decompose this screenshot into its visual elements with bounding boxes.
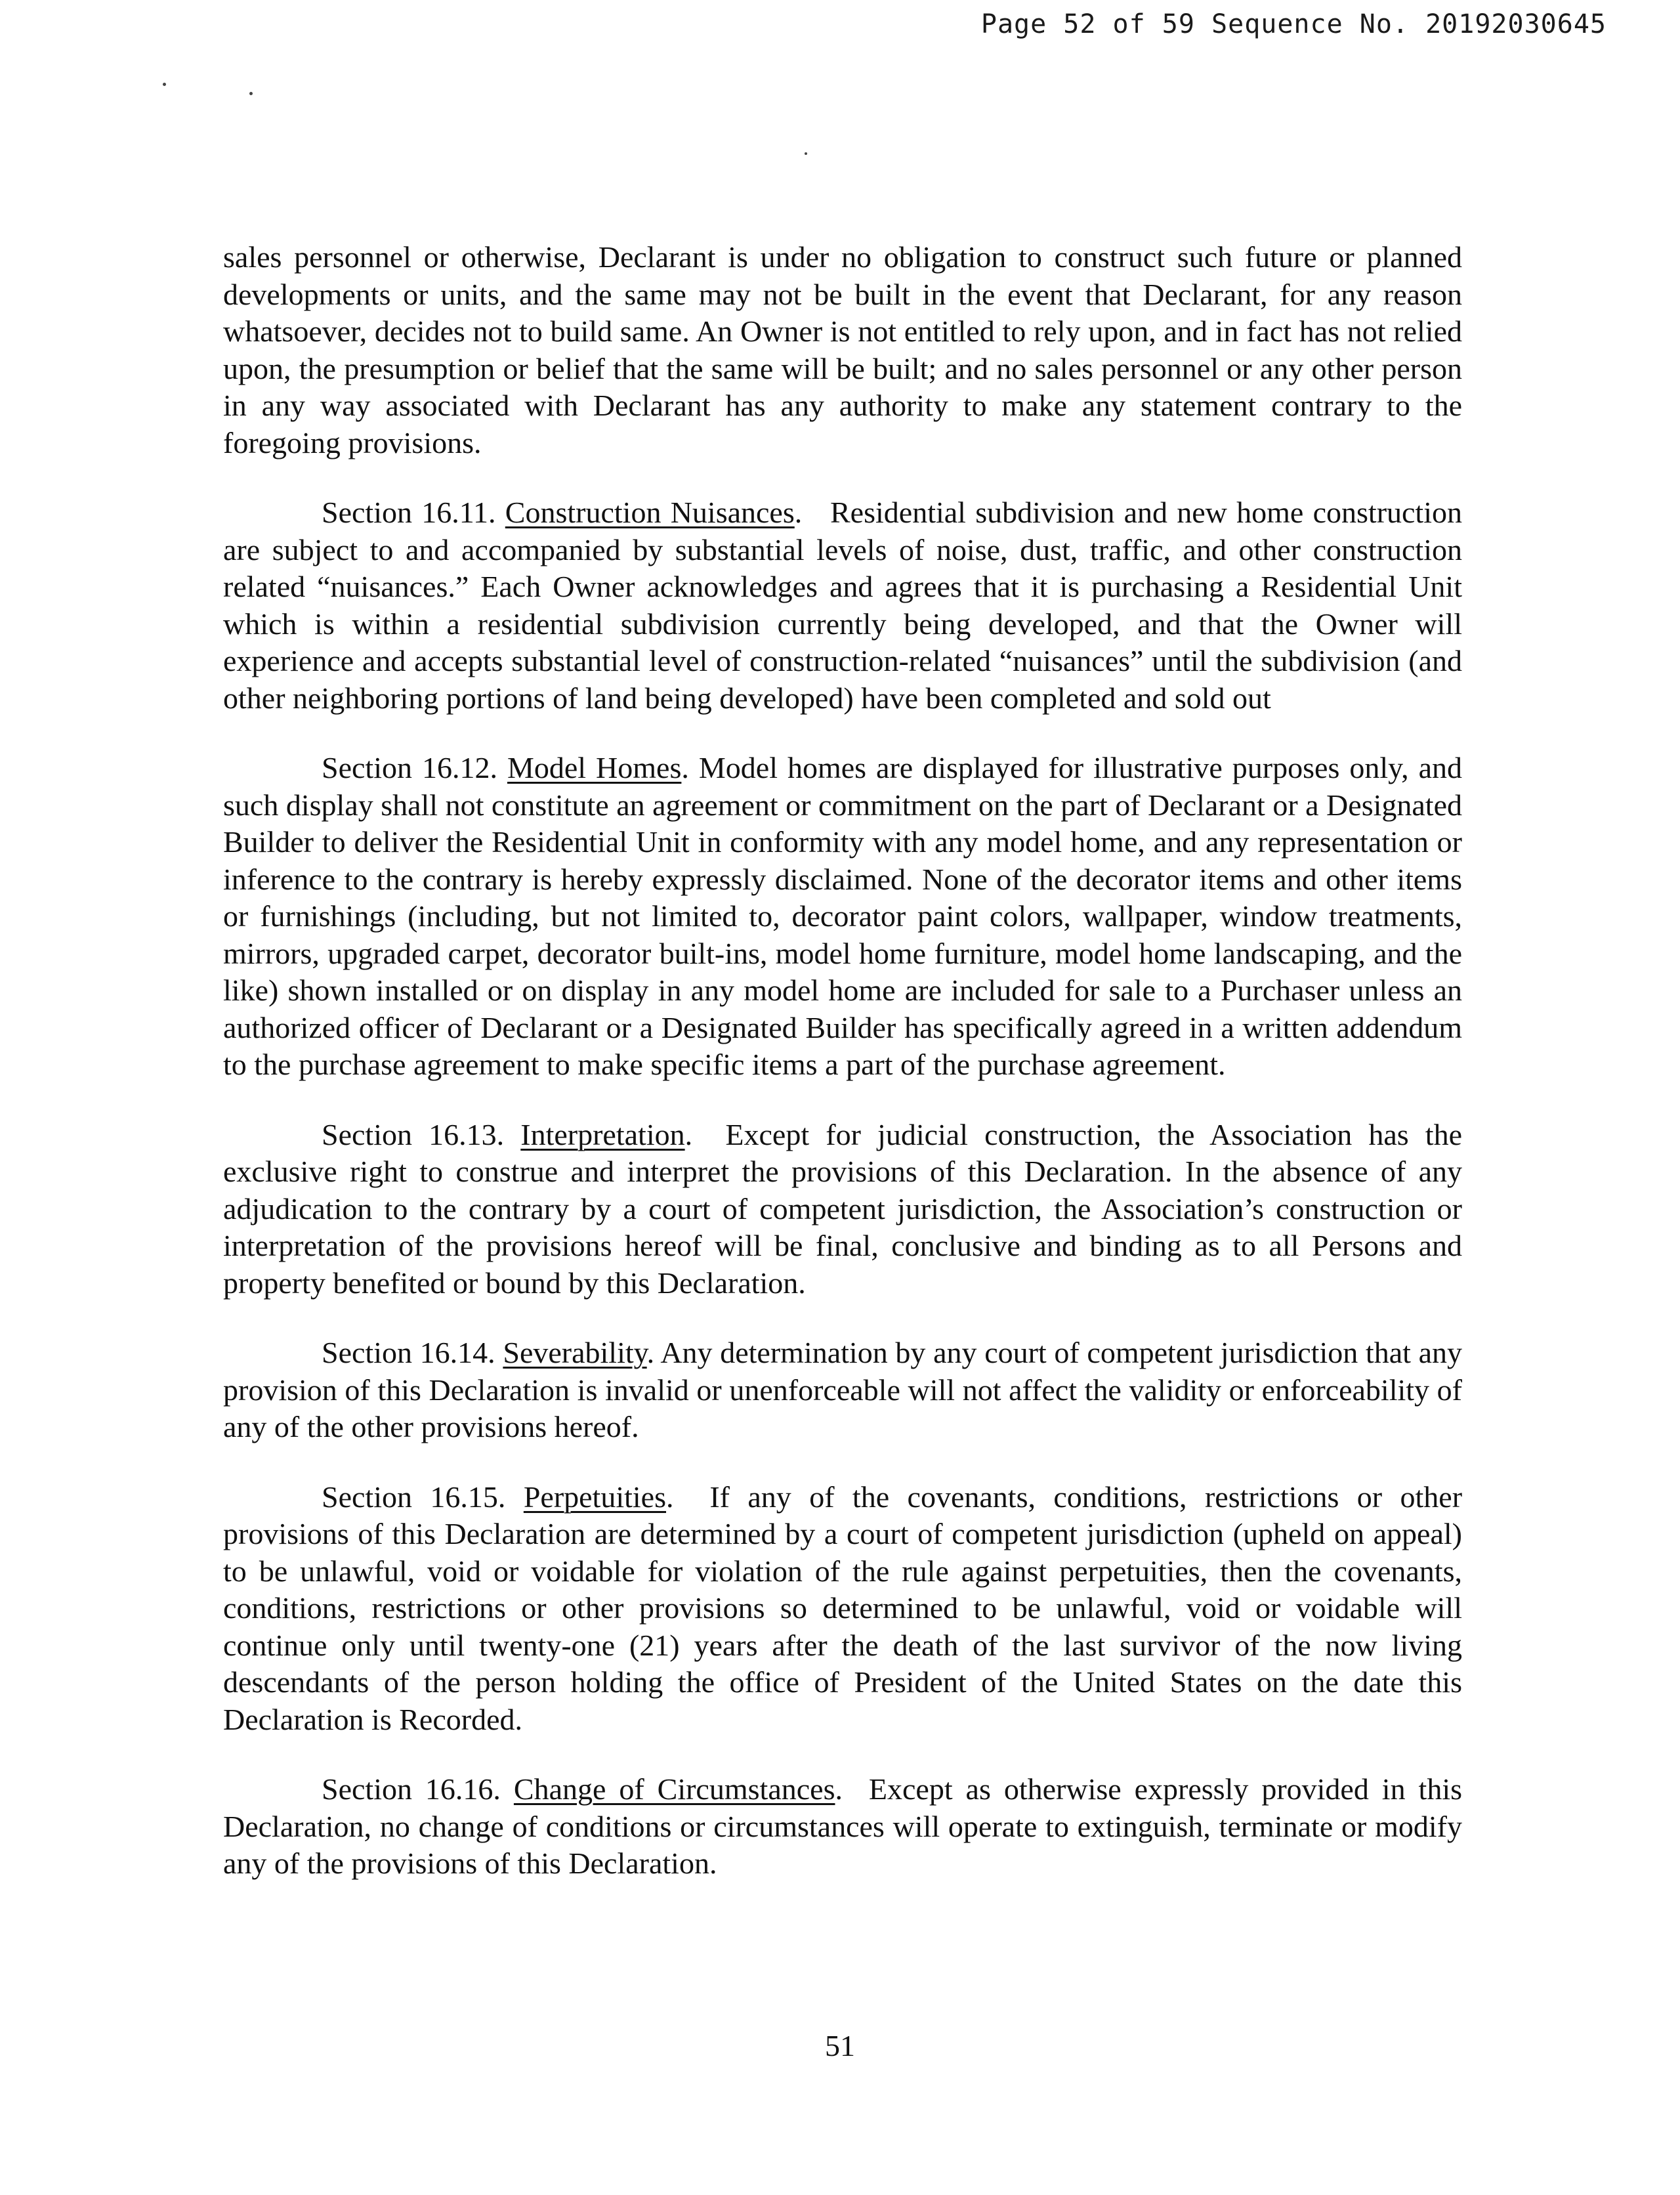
section-16-15: Section 16.15. Perpetuities. If any of the covenants, conditions, restrictions or other provisions of this Declaration are determined by a court of competent jurisdiction (upheld on appeal) to be unlawful, void or voidable for violation of the rule against perpetuities, then the covenants, conditions, restrictions or other provisions so determined to be unlawful, void or voidable will continue only until twenty-one (21) years after the death of the last survivor of the now living descendants of the person holding the office of President of the United States on the date this Declaration is Recorded. <box>223 1480 1463 1736</box>
scan-speck <box>163 83 166 86</box>
section-16-14: Section 16.14. Severability. Any determination by any court of competent jurisdiction that any provision of this Declaration is invalid or unenforceable will not affect the validity or enforceability of any of the other provisions hereof. <box>223 1336 1463 1443</box>
scan-speck <box>249 92 253 95</box>
section-16-13: Section 16.13. Interpretation. Except for judicial construction, the Association has the exclusive right to construe and interpret the provisions of this Declaration. In the absence of any adjudication to the contrary by a court of competent jurisdiction, the Association’s construction or interpretation of the provisions hereof will be final, conclusive and binding as to all Persons and property benefited or bound by this Declaration. <box>223 1117 1463 1300</box>
page-number: 51 <box>825 2029 855 2062</box>
section-heading: Construction Nuisances <box>505 496 795 529</box>
section-heading: Severability <box>503 1336 647 1369</box>
section-number: Section 16.16. <box>322 1772 501 1806</box>
recording-stamp: Page 52 of 59 Sequence No. 20192030645 <box>980 9 1606 39</box>
section-heading: Model Homes <box>507 751 682 784</box>
section-heading: Change of Circumstances <box>513 1772 835 1806</box>
section-number: Section 16.15. <box>322 1480 506 1514</box>
section-body: Except as otherwise expressly provided in this Declaration, no change of conditions or circumstances will operate to extinguish, terminate or modify any of the provisions of this Declaration. <box>223 1772 1462 1880</box>
section-number: Section 16.11. <box>322 496 496 529</box>
section-heading: Perpetuities <box>523 1480 666 1514</box>
section-number: Section 16.12. <box>322 751 497 784</box>
section-heading: Interpretation <box>520 1117 685 1151</box>
section-body: If any of the covenants, conditions, restrictions or other provisions of this Declaration are determined by a court of competent jurisdiction (upheld on appeal) to be unlawful, void or voidable for violation of the rule against perpetuities, then the covenants, conditions, restrictions or other provisions so determined to be unlawful, void or voidable will continue only until twenty-one (21) years after the death of the last survivor of the now living descendants of the person holding the office of President of the United States on the date this Declaration is Recorded. <box>223 1480 1463 1736</box>
section-body: Residential subdivision and new home construction are subject to and accompanied by substantial levels of noise, dust, traffic, and other construction related “nuisances.” Each Owner acknowledges and agrees that it is purchasing a Residential Unit which is within a residential subdivision currently being developed, and that the Owner will experience and accepts substantial level of construction-related “nuisances” until the subdivision (and other neighboring portions of land being developed) have been completed and sold out <box>223 496 1462 715</box>
section-16-11: Section 16.11. Construction Nuisances. Residential subdivision and new home construction are subject to and accompanied by substantial levels of noise, dust, traffic, and other construction related “nuisances.” Each Owner acknowledges and agrees that it is purchasing a Residential Unit which is within a residential subdivision currently being developed, and that the Owner will experience and accepts substantial level of construction-related “nuisances” until the subdivision (and other neighboring portions of land being developed) have been completed and sold out <box>223 496 1462 715</box>
section-16-12: Section 16.12. Model Homes. Model homes are displayed for illustrative purposes only, and such display shall not constitute an agreement or commitment on the part of Declarant or a Designated Builder to deliver the Residential Unit in conformity with any model home, and any representation or inference to the contrary is hereby expressly disclaimed. None of the decorator items and other items or furnishings (including, but not limited to, decorator paint colors, wallpaper, window treatments, mirrors, upgraded carpet, decorator built-ins, model home furniture, model home landscaping, and the like) shown installed or on display in any model home are included for sale to a Purchaser unless an authorized officer of Declarant or a Designated Builder has specifically agreed in a written addendum to the purchase agreement to make specific items a part of the purchase agreement. <box>223 751 1463 1081</box>
section-number: Section 16.14. <box>322 1336 495 1369</box>
continued-paragraph: sales personnel or otherwise, Declarant is under no obligation to construct such future or planned developments or units, and the same may not be built in the event that Declarant, for any reason whatsoever, decides not to build same. An Owner is not entitled to rely upon, and in fact has not relied upon, the presumption or belief that the same will be built; and no sales personnel or any other person in any way associated with Declarant has any authority to make any statement contrary to the foregoing provisions. <box>223 240 1462 459</box>
document-body <box>223 239 1462 1915</box>
section-16-16: Section 16.16. Change of Circumstances. Except as otherwise expressly provided in this Declaration, no change of conditions or circumstances will operate to extinguish, terminate or modify any of the provisions of this Declaration. <box>223 1772 1462 1880</box>
section-body: Any determination by any court of competent jurisdiction that any provision of this Declaration is invalid or unenforceable will not affect the validity or enforceability of any of the other provisions hereof. <box>223 1336 1463 1443</box>
section-body: Model homes are displayed for illustrative purposes only, and such display shall not constitute an agreement or commitment on the part of Declarant or a Designated Builder to deliver the Residential Unit in conformity with any model home, and any representation or inference to the contrary is hereby expressly disclaimed. None of the decorator items and other items or furnishings (including, but not limited to, decorator paint colors, wallpaper, window treatments, mirrors, upgraded carpet, decorator built-ins, model home furniture, model home landscaping, and the like) shown installed or on display in any model home are included for sale to a Purchaser unless an authorized officer of Declarant or a Designated Builder has specifically agreed in a written addendum to the purchase agreement to make specific items a part of the purchase agreement. <box>223 751 1463 1081</box>
section-number: Section 16.13. <box>322 1117 505 1151</box>
scan-speck <box>805 152 807 155</box>
section-body: Except for judicial construction, the Association has the exclusive right to construe and interpret the provisions of this Declaration. In the absence of any adjudication to the contrary by a court of competent jurisdiction, the Association’s construction or interpretation of the provisions hereof will be final, conclusive and binding as to all Persons and property benefited or bound by this Declaration. <box>223 1117 1463 1300</box>
